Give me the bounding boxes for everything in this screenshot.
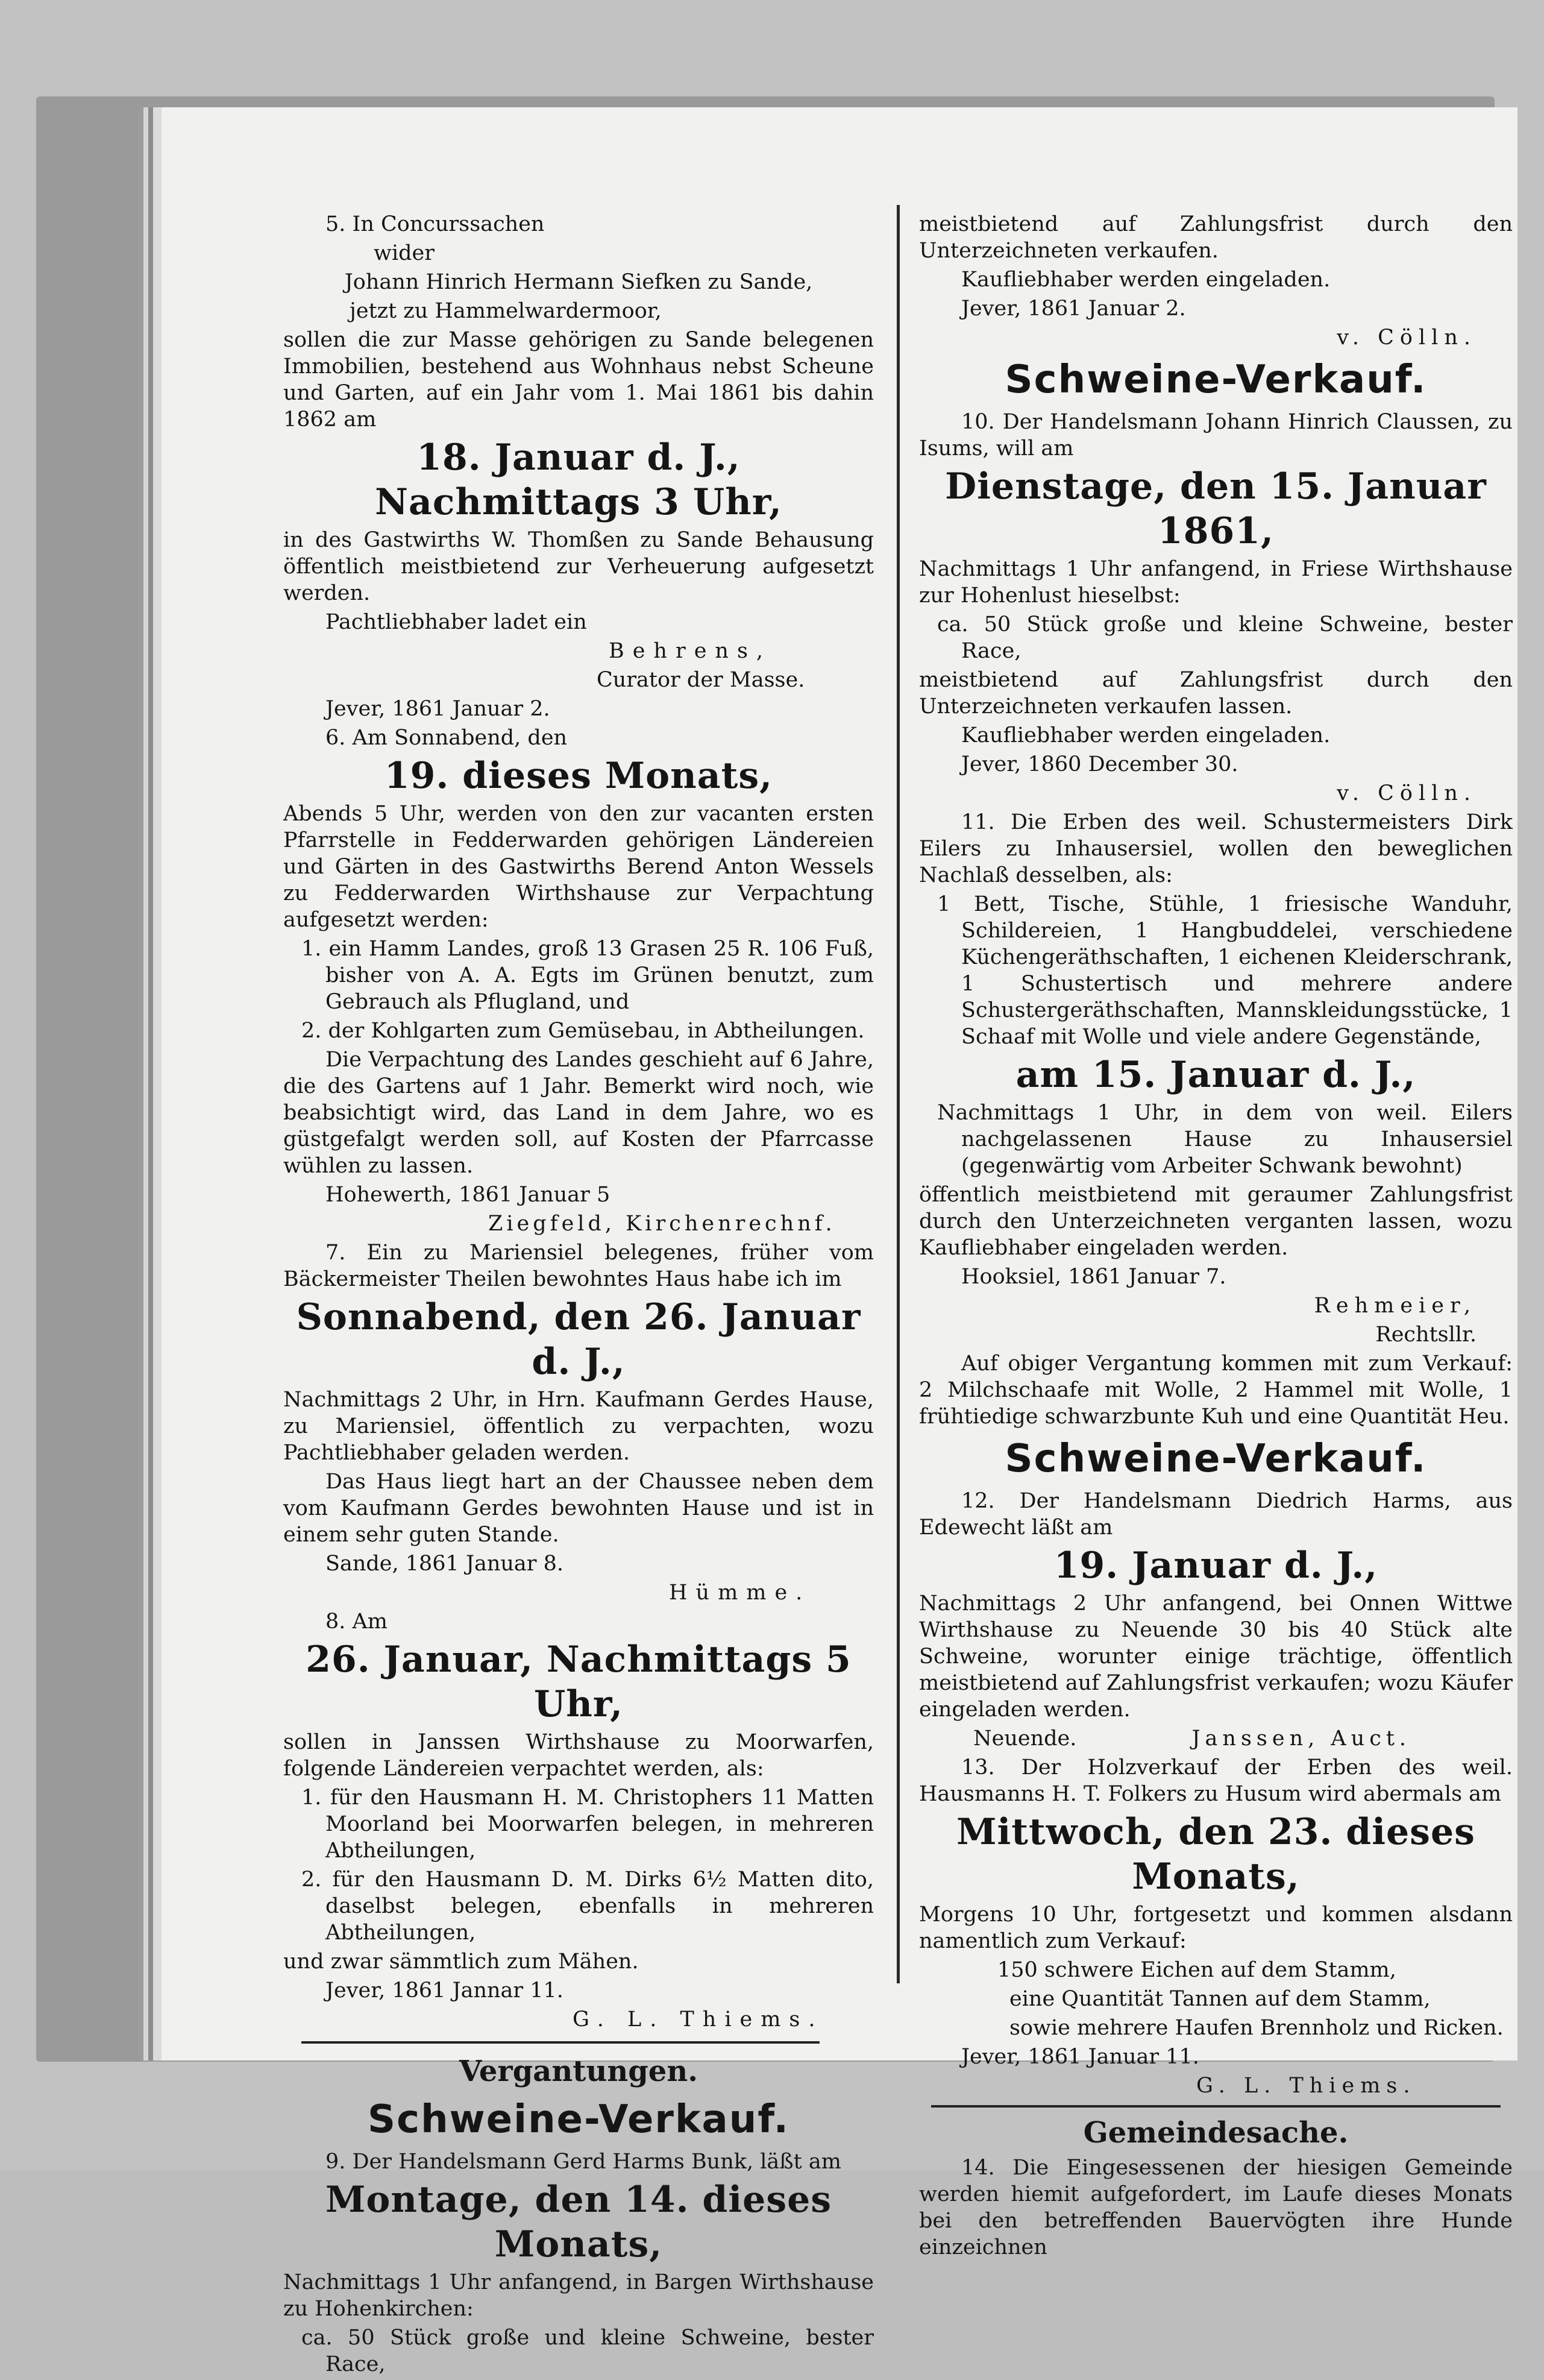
notice-body: Die Verpachtung des Landes geschieht auf 6 Jahre, die des Gartens auf 1 Jahr. Bemerkt wird noch, wie beabsichtigt wird, das Land in dem Jahre, wo es güstgefalgt werden soll, auf Kosten der Pfarrcasse wühlen zu lassen. bbox=[283, 1048, 874, 1178]
notice-place-date: Jever, 1861 Jannar 11. bbox=[325, 1979, 563, 2003]
notice-body: Abends 5 Uhr, werden von den zur vacanten ersten Pfarrstelle in Fedderwarden gehörigen Ländereien und Gärten in des Gastwirths Berend Anton Wessels zu Fedderwarden Wirthshause zur Verpachtung aufgesetzt werden: bbox=[283, 802, 874, 932]
notice-title: Schweine-Verkauf. bbox=[1005, 1437, 1427, 1481]
notice-date: 18. Januar d. J., Nachmittags 3 Uhr, bbox=[375, 436, 782, 523]
notice-invite: Pachtliebhaber ladet ein bbox=[325, 610, 587, 634]
notice-list-item: sowie mehrere Haufen Brennholz und Ricken. bbox=[1009, 2016, 1504, 2040]
notice-date: Dienstage, den 15. Januar 1861, bbox=[945, 465, 1487, 552]
notice-body: sollen in Janssen Wirthshause zu Moorwarfen, folgende Ländereien verpachtet werden, als: bbox=[283, 1730, 874, 1781]
notice-body: 13. Der Holzverkauf der Erben des weil. Hausmanns H. T. Folkers zu Husum wird abermals am bbox=[919, 1755, 1513, 1806]
notice-list-item: 1 Bett, Tische, Stühle, 1 friesische Wanduhr, Schildereien, 1 Hangbuddelei, verschiedene Küchengeräthschaften, 1 eichenen Kleiderschrank, 1 Schustertisch und mehrere andere Schustergeräthschaften, Mannskleidungsstücke, 1 Schaaf mit Wolle und viele andere Gegenstände, bbox=[937, 892, 1513, 1049]
notice-11 bbox=[919, 809, 1513, 1430]
notice-invite: Kaufliebhaber werden eingeladen. bbox=[961, 723, 1331, 748]
notice-list-item: 1. für den Hausmann H. M. Christophers 11 Matten Moorland bei Moorwarfen belegen, in mehreren Abtheilungen, bbox=[301, 1786, 874, 1863]
section-rule bbox=[931, 2105, 1501, 2108]
notice-heading: 8. Am bbox=[325, 1610, 388, 1634]
notice-body: sollen die zur Masse gehörigen zu Sande belegenen Immobilien, bestehend aus Wohnhaus nebst Scheune und Garten, auf ein Jahr vom 1. Mai 1861 bis dahin 1862 am bbox=[283, 328, 874, 432]
notice-list-item: 1. ein Hamm Landes, groß 13 Grasen 25 R. 106 Fuß, bisher von A. A. Egts im Grünen benutzt, zum Gebrauch als Pflugland, und bbox=[301, 937, 874, 1014]
notice-signature: v. Cölln. bbox=[1337, 326, 1477, 350]
notice-line: jetzt zu Hammelwardermoor, bbox=[350, 299, 662, 323]
notice-body: Nachmittags 1 Uhr anfangend, in Friese Wirthshause zur Hohenlust hieselbst: bbox=[919, 557, 1513, 608]
notice-body: meistbietend auf Zahlungsfrist durch den Unterzeichneten verkaufen lassen. bbox=[919, 668, 1513, 719]
notice-place-date: Jever, 1861 Januar 2. bbox=[961, 297, 1186, 321]
notice-place-date: Jever, 1860 December 30. bbox=[961, 752, 1238, 776]
notice-body: öffentlich meistbietend mit geraumer Zahlungsfrist durch den Unterzeichneten verganten lassen, wozu Kaufliebhaber eingeladen werden. bbox=[919, 1183, 1513, 1260]
notice-heading: 6. Am Sonnabend, den bbox=[325, 726, 568, 750]
column-divider bbox=[897, 205, 900, 1983]
notice-body: Nachmittags 1 Uhr anfangend, in Bargen Wirthshause zu Hohenkirchen: bbox=[283, 2270, 874, 2321]
notice-body: Nachmittags 1 Uhr, in dem von weil. Eilers nachgelassenen Hause zu Inhausersiel (gegenwärtig vom Arbeiter Schwank bewohnt) bbox=[937, 1101, 1513, 1178]
notice-line: Johann Hinrich Hermann Siefken zu Sande, bbox=[344, 270, 813, 294]
notice-place-date: Hohewerth, 1861 Januar 5 bbox=[325, 1183, 610, 1207]
notice-7 bbox=[283, 1239, 874, 1606]
notice-12 bbox=[919, 1434, 1513, 1752]
notice-date: Sonnabend, den 26. Januar d. J., bbox=[296, 1296, 861, 1383]
notice-place-date: Jever, 1861 Januar 2. bbox=[325, 697, 550, 721]
notice-body: 14. Die Eingesessenen der hiesigen Gemeinde werden hiemit aufgefordert, im Laufe dieses Monats bei den betreffenden Bauervögten ihre Hunde einzeichnen bbox=[919, 2156, 1513, 2259]
section-rule bbox=[301, 2041, 820, 2044]
section-heading: Gemeindesache. bbox=[1083, 2116, 1349, 2150]
notice-body: Morgens 10 Uhr, fortgesetzt und kommen alsdann namentlich zum Verkauf: bbox=[919, 1903, 1513, 1953]
notice-invite: Kaufliebhaber werden eingeladen. bbox=[961, 268, 1331, 292]
notice-13 bbox=[919, 1754, 1513, 2099]
notice-date: 19. Januar d. J., bbox=[1053, 1544, 1378, 1587]
notice-body: 11. Die Erben des weil. Schustermeisters Dirk Eilers zu Inhausersiel, wollen den beweglichen Nachlaß desselben, als: bbox=[919, 810, 1513, 887]
right-column bbox=[919, 211, 1513, 2263]
notice-signature: v. Cölln. bbox=[1337, 781, 1477, 805]
notice-body: Nachmittags 2 Uhr, in Hrn. Kaufmann Gerdes Hause, zu Mariensiel, öffentlich zu verpachten, wozu Pachtliebhaber geladen werden. bbox=[283, 1388, 874, 1465]
notice-signature: G. L. Thiems. bbox=[1196, 2074, 1416, 2098]
notice-place: Neuende. bbox=[973, 1727, 1077, 1751]
notice-9-continued bbox=[919, 211, 1513, 351]
notice-heading: 5. In Concurssachen bbox=[325, 212, 545, 236]
notice-body: 12. Der Handelsmann Diedrich Harms, aus Edewecht läßt am bbox=[919, 1489, 1513, 1540]
notice-list-item: ca. 50 Stück große und kleine Schweine, bester Race, bbox=[937, 612, 1513, 663]
notice-date: 26. Januar, Nachmittags 5 Uhr, bbox=[306, 1639, 852, 1725]
notice-title: Schweine-Verkauf. bbox=[368, 2097, 789, 2142]
notice-body: Nachmittags 2 Uhr anfangend, bei Onnen Wittwe Wirthshause zu Neuende 30 bis 40 Stück alte Schweine, worunter einige trächtige, öffentlich meistbietend auf Zahlungsfrist verkaufen; wozu Käufer eingeladen werden. bbox=[919, 1591, 1513, 1722]
notice-date: am 15. Januar d. J., bbox=[1015, 1054, 1416, 1096]
notice-body: 10. Der Handelsmann Johann Hinrich Claussen, zu Isums, will am bbox=[919, 410, 1513, 461]
notice-place-date: Hooksiel, 1861 Januar 7. bbox=[961, 1265, 1226, 1289]
notice-signature-title: Curator der Masse. bbox=[597, 668, 805, 692]
notice-10 bbox=[919, 354, 1513, 807]
notice-body: meistbietend auf Zahlungsfrist durch den Unterzeichneten verkaufen. bbox=[919, 212, 1513, 263]
notice-body: 7. Ein zu Mariensiel belegenes, früher vom Bäckermeister Theilen bewohntes Haus habe ich im bbox=[283, 1241, 874, 1291]
notice-list-item: eine Quantität Tannen auf dem Stamm, bbox=[1009, 1987, 1431, 2011]
notice-signature-title: Rechtsllr. bbox=[1375, 1323, 1477, 1347]
notice-body: 9. Der Handelsmann Gerd Harms Bunk, läßt am bbox=[325, 2150, 841, 2174]
left-column bbox=[283, 211, 874, 2380]
notice-title: Schweine-Verkauf. bbox=[1005, 357, 1427, 402]
notice-body: in des Gastwirths W. Thomßen zu Sande Behausung öffentlich meistbietend zur Verheuerung aufgesetzt werden. bbox=[283, 528, 874, 605]
notice-signature: Ziegfeld, Kirchenrechnf. bbox=[488, 1212, 836, 1236]
notice-date: 19. dieses Monats, bbox=[384, 755, 773, 797]
notice-body: Das Haus liegt hart an der Chaussee neben dem vom Kaufmann Gerdes bewohnten Hause und ist in einem sehr guten Stande. bbox=[283, 1470, 874, 1547]
notice-signature: Rehmeier, bbox=[1314, 1294, 1477, 1318]
notice-list-item: 150 schwere Eichen auf dem Stamm, bbox=[997, 1958, 1396, 1982]
notice-signature: Hümme. bbox=[669, 1581, 811, 1605]
notice-14 bbox=[919, 2155, 1513, 2261]
notice-5 bbox=[283, 211, 874, 722]
notice-8 bbox=[283, 1608, 874, 2033]
notice-place-date bbox=[919, 1725, 1513, 1752]
notice-date: Mittwoch, den 23. dieses Monats, bbox=[956, 1811, 1475, 1898]
notice-list-item: ca. 50 Stück große und kleine Schweine, bester Race, bbox=[301, 2326, 874, 2376]
notice-list-item: 2. der Kohlgarten zum Gemüsebau, in Abtheilungen. bbox=[301, 1019, 865, 1043]
notice-line: wider bbox=[374, 241, 435, 265]
notice-list-item: 2. für den Hausmann D. M. Dirks 6½ Matten dito, daselbst belegen, ebenfalls in mehreren Abtheilungen, bbox=[301, 1868, 874, 1945]
section-heading: Vergantungen. bbox=[459, 2054, 698, 2088]
notice-place-date: Jever, 1861 Januar 11. bbox=[961, 2045, 1199, 2069]
notice-6 bbox=[283, 725, 874, 1237]
notice-signature: Janssen, Auct. bbox=[1191, 1727, 1411, 1751]
notice-body: Auf obiger Vergantung kommen mit zum Verkauf: 2 Milchschaafe mit Wolle, 2 Hammel mit Wolle, 1 frühtiedige schwarzbunte Kuh und eine Quantität Heu. bbox=[919, 1352, 1513, 1429]
notice-place-date: Sande, 1861 Januar 8. bbox=[325, 1552, 564, 1576]
notice-signature: Behrens, bbox=[609, 639, 772, 663]
notice-date: Montage, den 14. dieses Monats, bbox=[325, 2179, 832, 2265]
notice-9 bbox=[283, 2094, 874, 2378]
notice-body: und zwar sämmtlich zum Mähen. bbox=[283, 1950, 639, 1974]
notice-signature: G. L. Thiems. bbox=[573, 2007, 824, 2032]
